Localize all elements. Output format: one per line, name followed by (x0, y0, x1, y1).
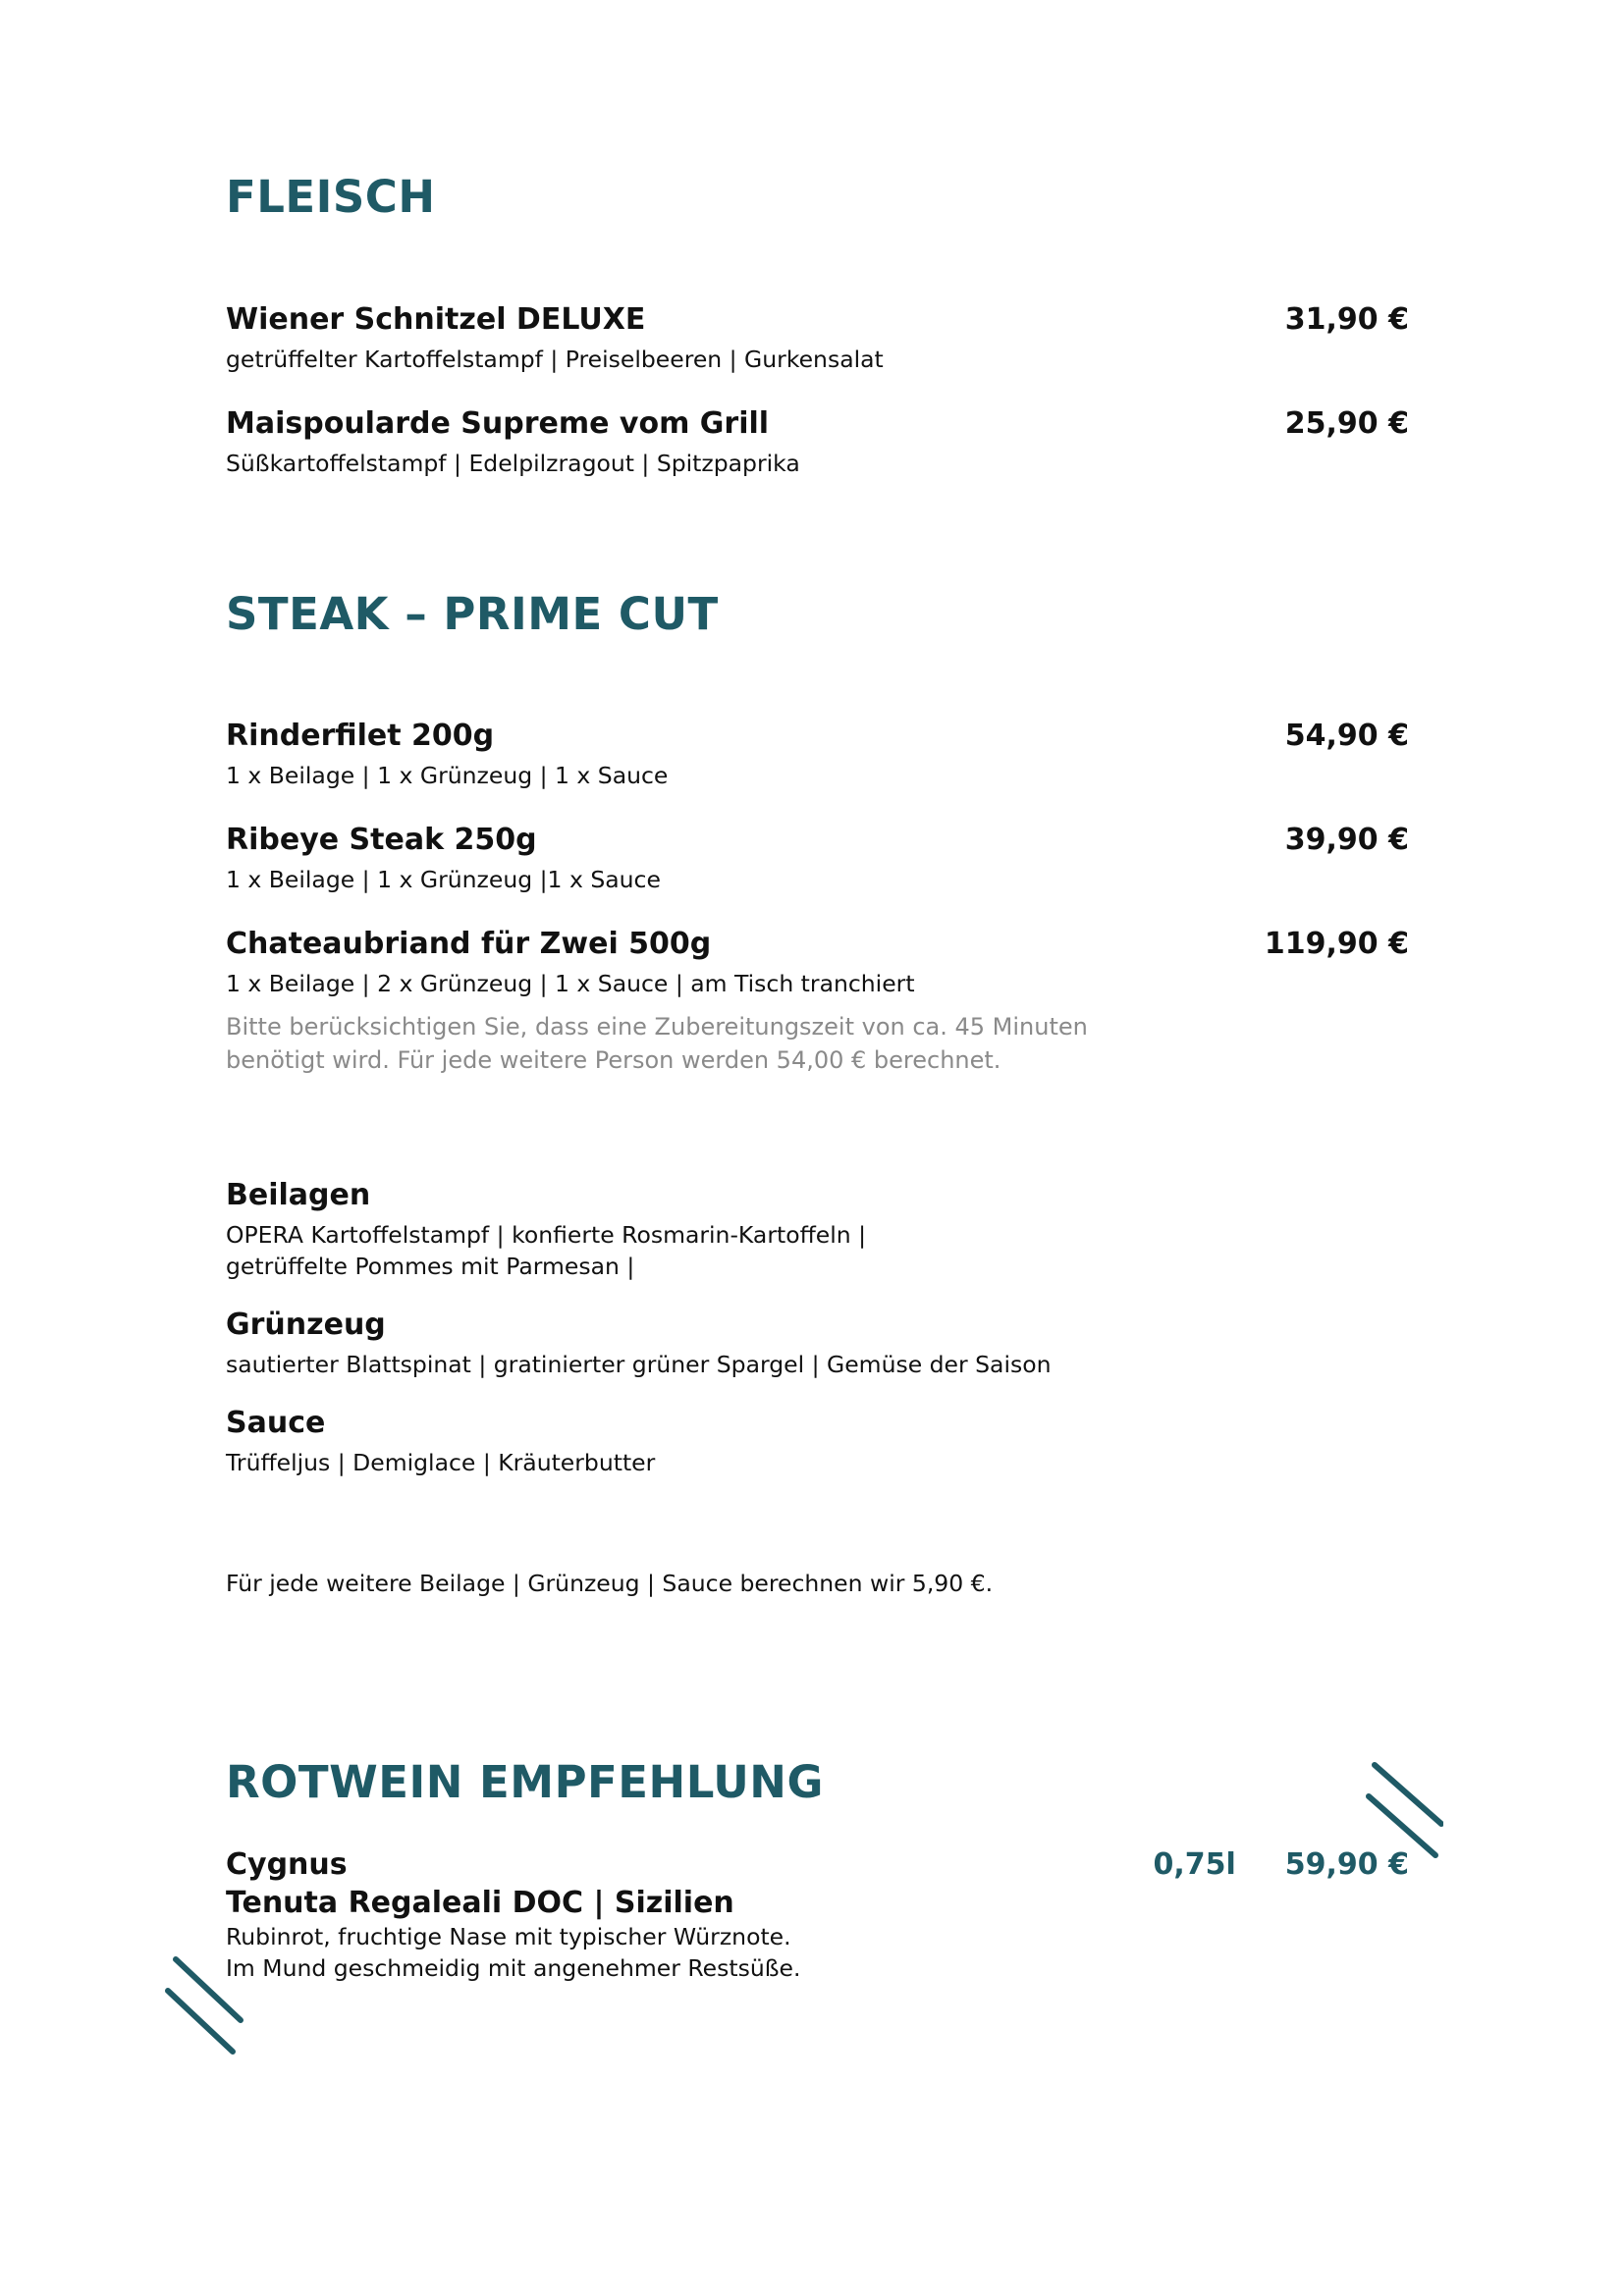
wine-volume: 0,75l (1153, 1847, 1236, 1882)
item-price: 39,90 € (1284, 823, 1409, 857)
wine-description: Im Mund geschmeidig mit angenehmer Restsüße. (226, 1953, 801, 1982)
item-name: Wiener Schnitzel DELUXE (226, 302, 646, 337)
wine-price: 59,90 € (1284, 1847, 1409, 1882)
sauce-description: Trüffeljus | Demiglace | Kräuterbutter (226, 1449, 656, 1476)
section-title-steak: STEAK – PRIME CUT (226, 588, 719, 640)
note-line: benötigt wird. Für jede weitere Person werden 54,00 € berechnet. (226, 1045, 1001, 1074)
menu-item (226, 823, 1409, 896)
item-description: 1 x Beilage | 1 x Grünzeug | 1 x Sauce (226, 762, 669, 789)
note-line: Bitte berücksichtigen Sie, dass eine Zubereitungszeit von ca. 45 Minuten (226, 1013, 1088, 1041)
item-name: Chateaubriand für Zwei 500g (226, 927, 712, 961)
item-description: 1 x Beilage | 1 x Grünzeug |1 x Sauce (226, 866, 661, 893)
wine-description: Rubinrot, fruchtige Nase mit typischer Würznote. (226, 1923, 791, 1950)
item-description: getrüffelter Kartoffelstampf | Preiselbeeren | Gurkensalat (226, 346, 884, 373)
item-name: Rinderfilet 200g (226, 719, 495, 753)
menu-item (226, 719, 1409, 792)
section-title-fleisch: FLEISCH (226, 171, 436, 223)
decorative-slash-icon (162, 1953, 245, 2061)
preparation-note (226, 1011, 1088, 1077)
decorative-slash-icon (1365, 1757, 1443, 1865)
item-name: Ribeye Steak 250g (226, 823, 537, 857)
menu-item (226, 406, 1409, 480)
gruenzeug-title: Grünzeug (226, 1308, 386, 1342)
menu-item (226, 302, 1409, 376)
sauce-title: Sauce (226, 1406, 326, 1440)
section-title-rotwein: ROTWEIN EMPFEHLUNG (226, 1756, 824, 1808)
item-price: 25,90 € (1284, 406, 1409, 441)
beilagen-block (226, 1178, 866, 1282)
beilagen-line: OPERA Kartoffelstampf | konfierte Rosmarin-Kartoffeln | (226, 1221, 867, 1249)
beilagen-line: getrüffelte Pommes mit Parmesan | (226, 1252, 635, 1280)
item-price: 54,90 € (1284, 719, 1409, 753)
wine-item (226, 1847, 1409, 1984)
item-price: 31,90 € (1284, 302, 1409, 337)
beilagen-title: Beilagen (226, 1178, 371, 1212)
wine-name: Cygnus (226, 1847, 348, 1882)
wine-subtitle: Tenuta Regaleali DOC | Sizilien (226, 1886, 734, 1920)
sauce-block (226, 1406, 655, 1479)
gruenzeug-block (226, 1308, 1052, 1381)
menu-item (226, 927, 1409, 1000)
item-description: 1 x Beilage | 2 x Grünzeug | 1 x Sauce | am Tisch tranchiert (226, 970, 915, 997)
item-description: Süßkartoffelstampf | Edelpilzragout | Spitzpaprika (226, 450, 800, 477)
item-price: 119,90 € (1264, 927, 1409, 961)
item-name: Maispoularde Supreme vom Grill (226, 406, 770, 441)
gruenzeug-description: sautierter Blattspinat | gratinierter grüner Spargel | Gemüse der Saison (226, 1351, 1052, 1378)
extras-footnote: Für jede weitere Beilage | Grünzeug | Sauce berechnen wir 5,90 €. (226, 1570, 994, 1597)
